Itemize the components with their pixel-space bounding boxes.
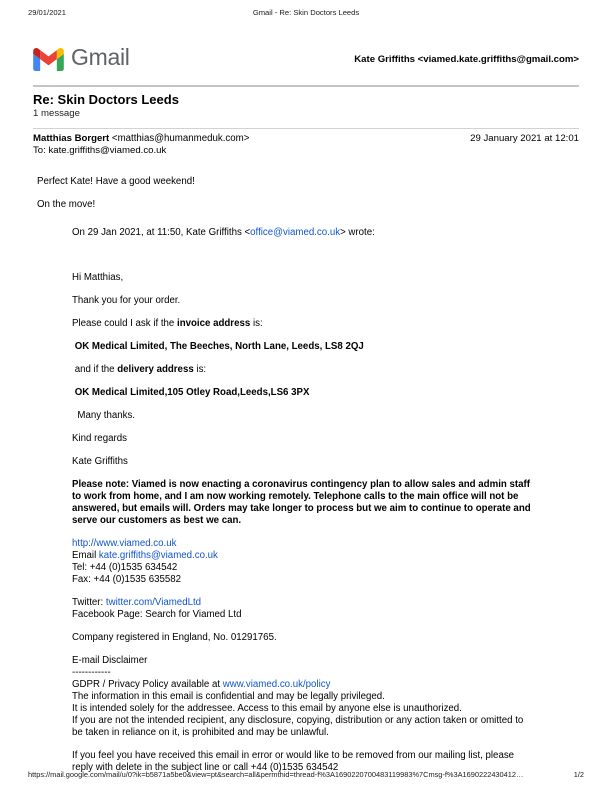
text-line [72, 318, 579, 330]
text-segment: Twitter: [72, 596, 106, 608]
gmail-logo [33, 43, 130, 71]
footer-url: https://mail.google.com/mail/u/0?ik=b5871a5be0&view=pt&search=all&permthid=thread-f%3A1690220700483119983%7Cmsg-f%3A1690222430412… [28, 770, 524, 779]
paragraph [72, 272, 579, 284]
message-count: 1 message [33, 108, 80, 119]
print-title: Gmail - Re: Skin Doctors Leeds [252, 8, 360, 17]
text-segment: Please note: Viamed is now enacting a coronavirus contingency plan to allow sales and admin staff [72, 478, 530, 490]
text-line [72, 574, 579, 586]
gmail-header [33, 44, 579, 74]
text-line [72, 433, 579, 445]
sender-email: <matthias@humanmeduk.com> [109, 133, 250, 144]
text-segment: ------------ [72, 666, 111, 678]
text-line [72, 491, 579, 503]
text-line [72, 667, 579, 679]
paragraph [72, 456, 579, 468]
text-line [72, 715, 579, 727]
text-segment: E-mail Disclaimer [72, 654, 148, 666]
print-header [28, 8, 584, 17]
quote-attribution [72, 227, 579, 239]
text-segment: OK Medical Limited,105 Otley Road,Leeds,LS6 3PX [72, 386, 310, 398]
paragraph [72, 433, 579, 445]
message-header [33, 133, 579, 157]
text-line [72, 679, 579, 691]
text-segment: If you feel you have received this email in error or would like to be removed from our mailing list, please [72, 749, 515, 761]
text-segment: > wrote: [340, 226, 375, 238]
text-line [72, 655, 579, 667]
email-content [33, 44, 579, 774]
text-segment: Facebook Page: Search for Viamed Ltd [72, 608, 242, 620]
message-date: 29 January 2021 at 12:01 [470, 133, 579, 144]
message-divider [33, 128, 579, 129]
text-line [72, 609, 579, 621]
paragraph [72, 655, 579, 739]
paragraph [72, 632, 579, 644]
text-segment: and if the [72, 363, 118, 375]
paragraph [72, 364, 579, 376]
text-segment: is: [250, 317, 263, 329]
text-line [72, 227, 579, 239]
sender-name: Matthias Borgert [33, 133, 110, 144]
header-divider [33, 85, 579, 87]
text-segment: Hi Matthias, [72, 271, 124, 283]
text-segment: is: [193, 363, 207, 375]
text-line [72, 515, 579, 527]
text-line [72, 503, 579, 515]
link[interactable]: kate.griffiths@viamed.co.uk [98, 549, 218, 561]
text-line [72, 597, 579, 609]
message-body [33, 176, 579, 211]
text-line [72, 387, 579, 399]
text-segment: Please could I ask if the [72, 317, 178, 329]
text-line [72, 550, 579, 562]
text-segment: OK Medical Limited, The Beeches, North Lane, Leeds, LS8 2QJ [72, 340, 364, 352]
text-segment: delivery address [117, 363, 194, 375]
text-segment: Many thanks. [72, 409, 135, 421]
text-segment: invoice address [177, 317, 251, 329]
recipient-line: To: kate.griffiths@viamed.co.uk [33, 145, 167, 156]
link[interactable]: office@viamed.co.uk [250, 226, 341, 238]
text-line [72, 364, 579, 376]
text-segment: Perfect Kate! Have a good weekend! [37, 175, 195, 187]
link[interactable]: twitter.com/ViamedLtd [105, 596, 202, 608]
page-number: 1/2 [573, 770, 584, 779]
paragraph [72, 479, 579, 527]
text-segment: Email [72, 549, 99, 561]
gmail-m-icon [33, 48, 64, 71]
text-segment: It is intended solely for the addressee. Access to this email by anyone else is unauthorized. [72, 702, 462, 714]
text-line [72, 727, 579, 739]
paragraph [72, 387, 579, 399]
text-segment: The information in this email is confidential and may be legally privileged. [72, 690, 385, 702]
print-date: 29/01/2021 [28, 8, 67, 17]
paragraph [33, 199, 579, 211]
text-segment: be taken in reliance on it, is prohibited and may be unlawful. [72, 726, 329, 738]
thread-subject: Re: Skin Doctors Leeds [33, 92, 179, 107]
text-line [72, 691, 579, 703]
text-segment: Kind regards [72, 432, 127, 444]
paragraph [72, 295, 579, 307]
text-line [72, 479, 579, 491]
paragraph [72, 410, 579, 422]
text-line [72, 295, 579, 307]
text-segment: On 29 Jan 2021, at 11:50, Kate Griffiths < [72, 226, 251, 238]
text-line [37, 199, 579, 211]
text-segment: Tel: +44 (0)1535 634542 [72, 561, 178, 573]
gmail-wordmark: Gmail [71, 43, 130, 70]
quoted-message-body [72, 272, 579, 774]
text-segment: Company registered in England, No. 01291765. [72, 631, 277, 643]
paragraph [33, 176, 579, 188]
text-segment: reply with delete in the subject line or call +44 (0)1535 634542 [72, 761, 339, 773]
text-line [72, 750, 579, 762]
text-line [72, 410, 579, 422]
text-segment: On the move! [37, 198, 96, 210]
text-line [72, 456, 579, 468]
text-segment: Fax: +44 (0)1535 635582 [72, 573, 182, 585]
text-segment: answered, but emails will. Orders may take longer to process but we aim to continue to operate and [72, 502, 531, 514]
text-line [72, 562, 579, 574]
link[interactable]: http://www.viamed.co.uk [72, 537, 177, 549]
print-footer [28, 770, 584, 779]
paragraph [72, 538, 579, 586]
text-segment: GDPR / Privacy Policy available at [72, 678, 223, 690]
text-line [72, 632, 579, 644]
text-segment: Kate Griffiths [72, 455, 128, 467]
text-line [72, 272, 579, 284]
sender [33, 133, 249, 145]
quoted-reply [33, 227, 579, 774]
text-line [37, 176, 579, 188]
paragraph [72, 341, 579, 353]
from-row [33, 133, 579, 145]
text-segment: If you are not the intended recipient, any disclosure, copying, distribution or any action taken or omitted to [72, 714, 524, 726]
text-line [72, 538, 579, 550]
paragraph [72, 318, 579, 330]
text-line [72, 341, 579, 353]
text-segment: to work from home, and I am now working remotely. Telephone calls to the main office will not be [72, 490, 519, 502]
text-segment: serve our customers as best we can. [72, 514, 242, 526]
text-segment: Thank you for your order. [72, 294, 181, 306]
account-identity: Kate Griffiths <viamed.kate.griffiths@gmail.com> [354, 53, 579, 65]
text-line [72, 703, 579, 715]
paragraph [72, 597, 579, 621]
link[interactable]: www.viamed.co.uk/policy [222, 678, 331, 690]
